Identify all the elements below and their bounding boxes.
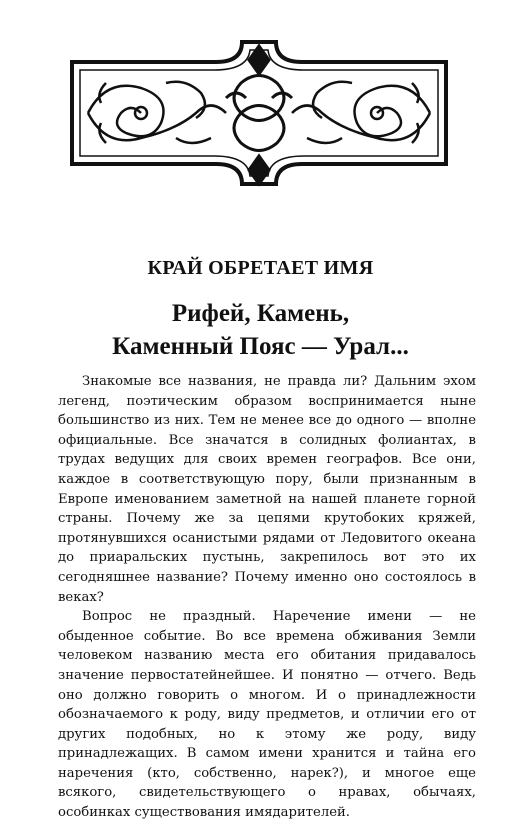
paragraph: Вопрос не праздный. Наречение имени — не обыденное событие. Во все времена обживания Земли человеком названию места его обитания придавалось значение первостатейнейшее. И понятно — отчего. Ведь оно должно говорить о многом. И о принадлежности обозначаемого к роду, виду предметов, и отличии его от других подобных, но к этому же роду, виду принадлежащих. В самом имени хранится и тайна его наречения (кто, собственно, нарек?), и многое еще всякого, свидетельствующего о нравах, обычаях, особинках существования имядарителей. <box>58 609 476 821</box>
body-text <box>58 372 476 823</box>
section-heading: КРАЙ ОБРЕТАЕТ ИМЯ <box>147 257 374 279</box>
chapter-title <box>0 297 521 363</box>
chapter-title-line-2: Каменный Пояс — Урал... <box>112 333 409 360</box>
decorative-ornament-header <box>66 38 452 188</box>
chapter-title-line-1: Рифей, Камень, <box>171 300 350 327</box>
paragraph: Знакомые все названия, не правда ли? Дальним эхом легенд, поэтическим образом воспринимается ныне большинство из них. Тем не менее все до одного — вполне официальные. Все значатся в солидных фолиантах, в трудах ведущих для своих времен географов. Все они, каждое в соответствующую пору, были признанным в Европе именованием заметной на нашей планете горной страны. Почему же за цепями крутобоких кряжей, протянувшихся осанистыми рядами от Ледовитого океана до приаральских пустынь, закрепилось вот это их сегодняшнее название? Почему именно оно состоялось в веках? <box>58 374 476 605</box>
